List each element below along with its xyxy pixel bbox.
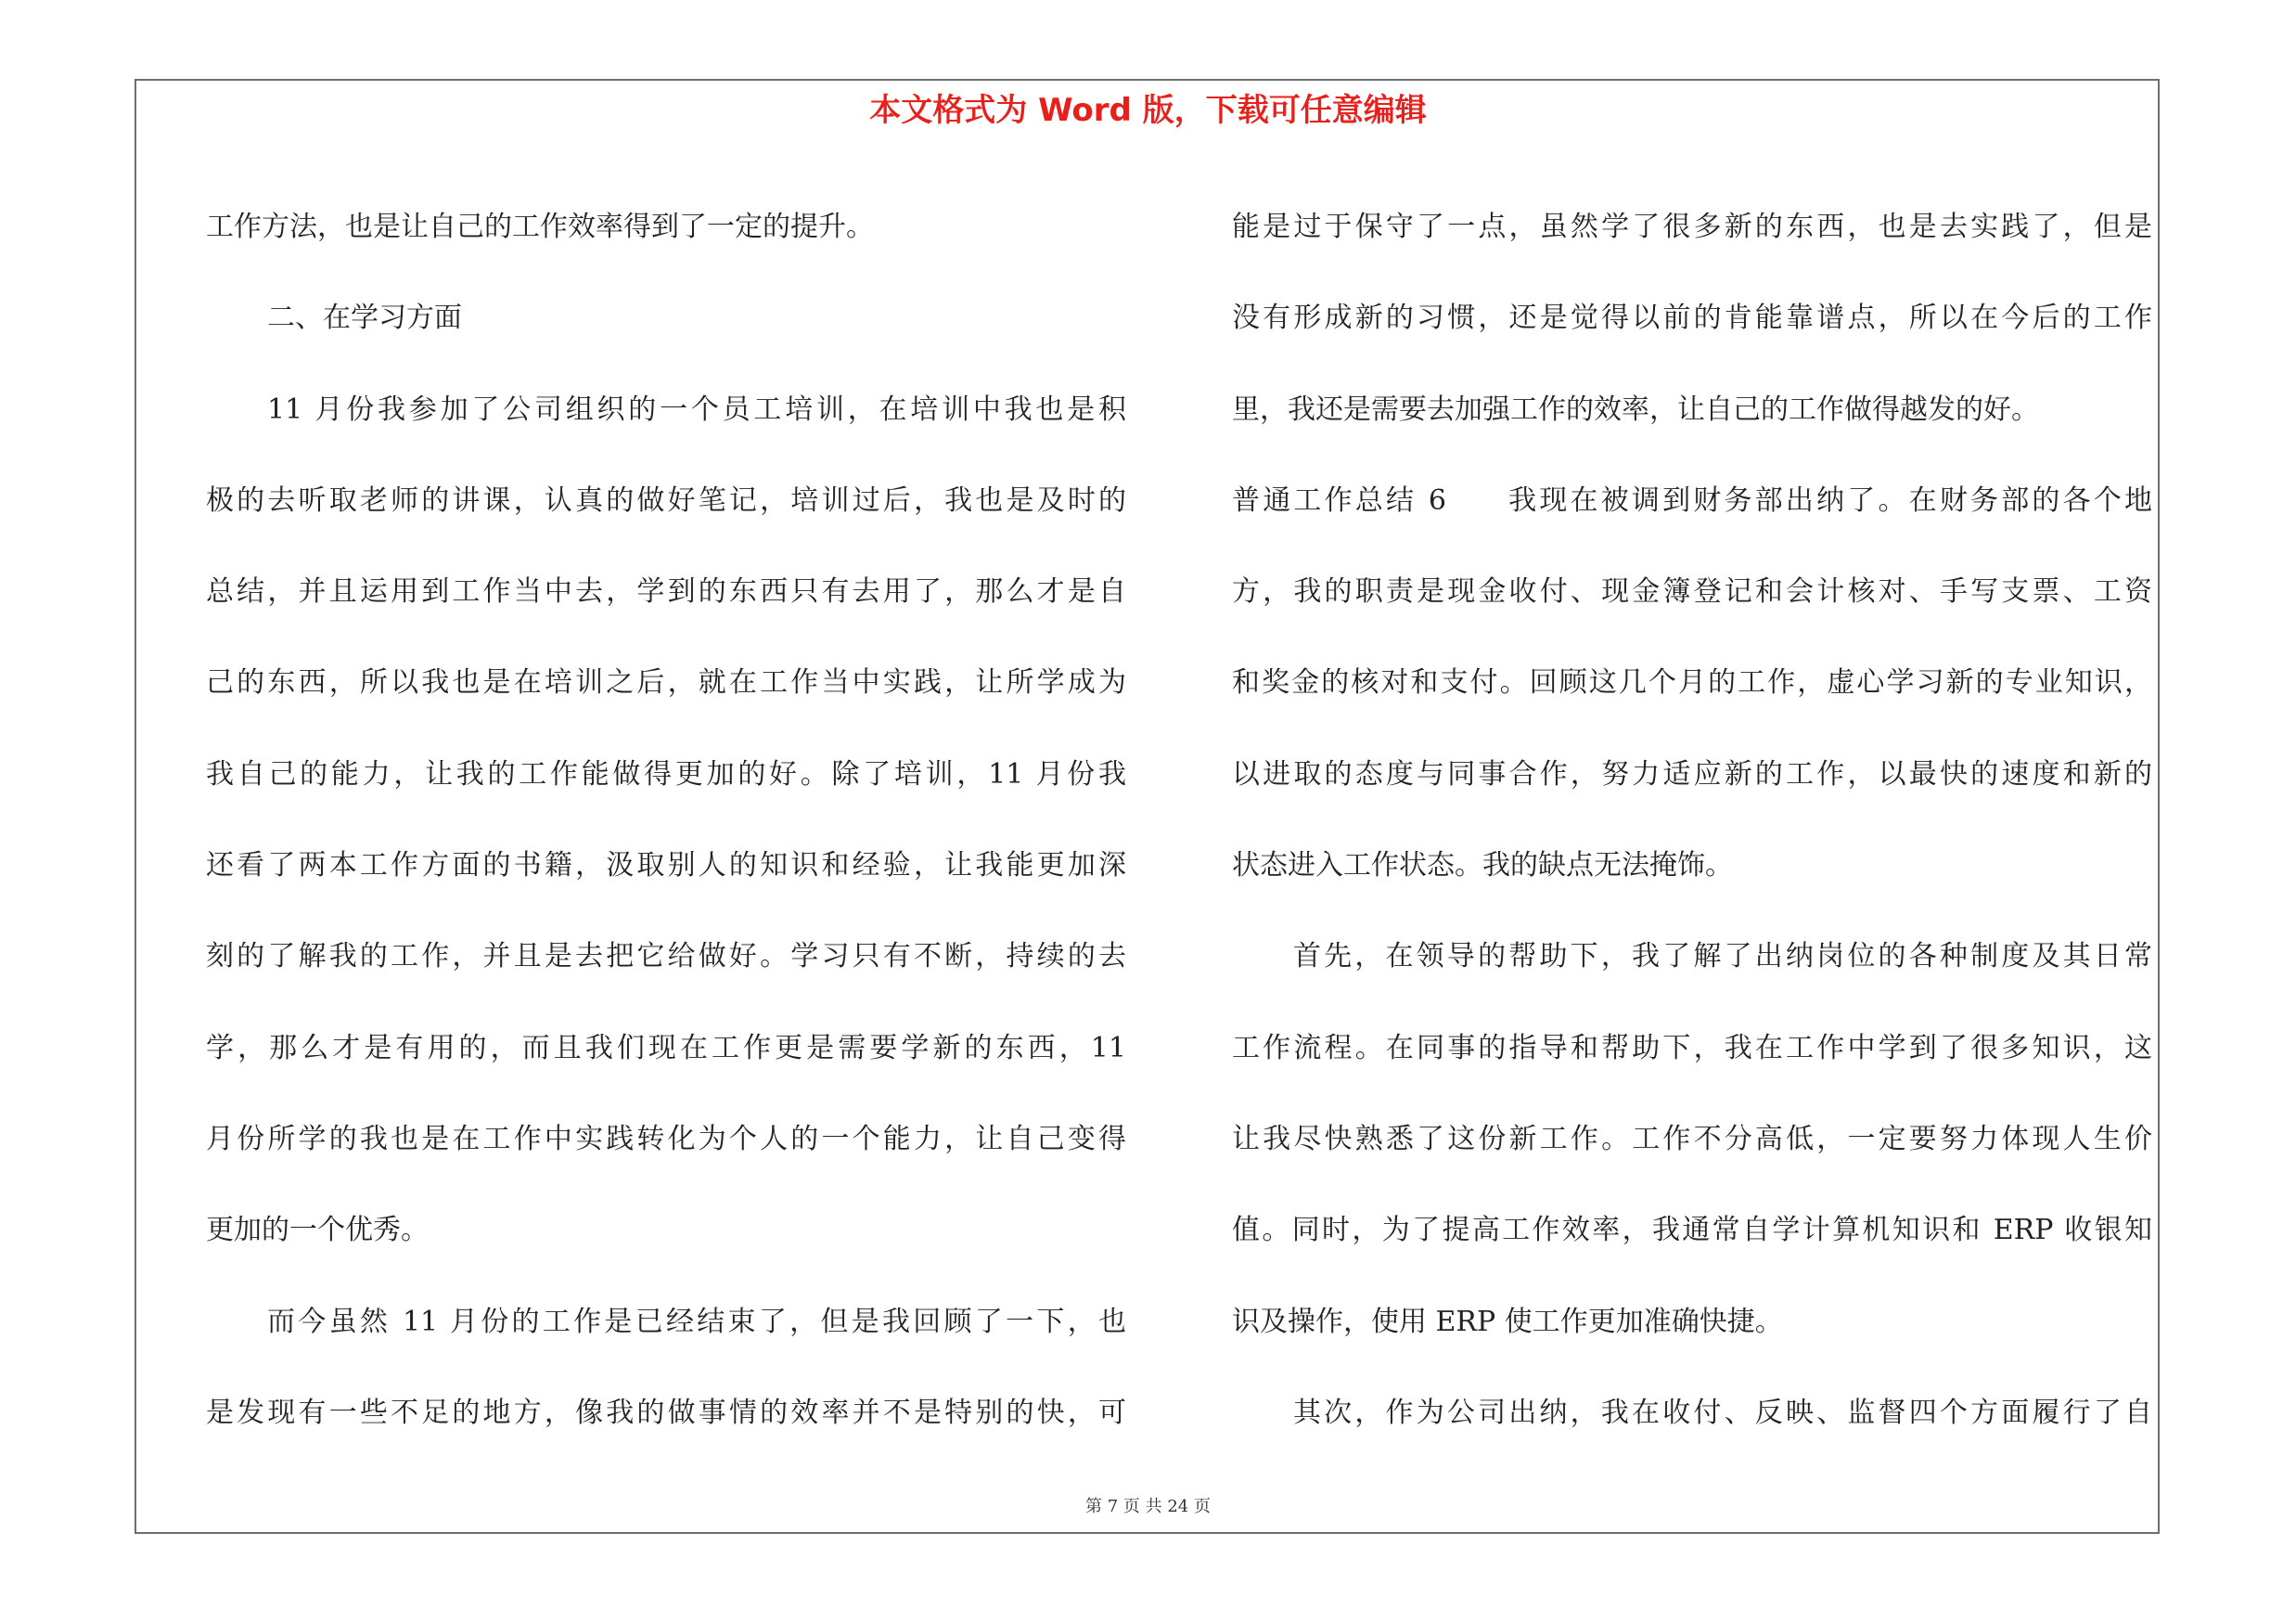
- right-text-column: [1232, 182, 2152, 1459]
- format-banner: [0, 90, 2296, 131]
- text-line: 方，我的职责是现金收付、现金簿登记和会计核对、手写支票、工资: [1232, 575, 2152, 609]
- text-line: 里，我还是需要去加强工作的效率，让自己的工作做得越发的好。: [1232, 393, 2039, 426]
- text-line: 状态进入工作状态。我的缺点无法掩饰。: [1232, 849, 1733, 882]
- text-line: 让我尽快熟悉了这份新工作。工作不分高低，一定要努力体现人生价: [1232, 1122, 2152, 1155]
- text-line: 而今虽然 11 月份的工作是已经结束了，但是我回顾了一下，也: [267, 1305, 1126, 1338]
- text-line: 11 月份我参加了公司组织的一个员工培训，在培训中我也是积: [267, 393, 1126, 426]
- section-heading-line: [1232, 456, 2152, 547]
- text-line: 以进取的态度与同事合作，努力适应新的工作，以最快的速度和新的: [1232, 757, 2152, 791]
- format-banner-text: 本文格式为 Word 版，下载可任意编辑: [869, 92, 1427, 129]
- text-line: 值。同时，为了提高工作效率，我通常自学计算机知识和 ERP 收银知: [1232, 1214, 2152, 1247]
- text-line: 是发现有一些不足的地方，像我的做事情的效率并不是特别的快，可: [206, 1396, 1126, 1429]
- text-line: 月份所学的我也是在工作中实践转化为个人的一个能力，让自己变得: [206, 1122, 1126, 1155]
- text-line: 没有形成新的习惯，还是觉得以前的肯能靠谱点，所以在今后的工作: [1232, 302, 2152, 335]
- text-line: 学，那么才是有用的，而且我们现在工作更是需要学新的东西，11: [206, 1031, 1126, 1064]
- text-line: 刻的了解我的工作，并且是去把它给做好。学习只有不断，持续的去: [206, 940, 1126, 973]
- text-line: 工作流程。在同事的指导和帮助下，我在工作中学到了很多知识，这: [1232, 1031, 2152, 1064]
- text-line: 总结，并且运用到工作当中去，学到的东西只有去用了，那么才是自: [206, 575, 1126, 609]
- text-line: 己的东西，所以我也是在培训之后，就在工作当中实践，让所学成为: [206, 666, 1126, 700]
- text-line: 能是过于保守了一点，虽然学了很多新的东西，也是去实践了，但是: [1232, 211, 2152, 243]
- text-line: 其次，作为公司出纳，我在收付、反映、监督四个方面履行了自: [1293, 1396, 2152, 1429]
- section-heading-rest: 我现在被调到财务部出纳了。在财务部的各个地: [1505, 483, 2152, 517]
- text-line: 还看了两本工作方面的书籍，汲取别人的知识和经验，让我能更加深: [206, 849, 1126, 882]
- text-line: 极的去听取老师的讲课，认真的做好笔记，培训过后，我也是及时的: [206, 483, 1126, 517]
- text-line: 工作方法，也是让自己的工作效率得到了一定的提升。: [206, 211, 874, 243]
- page-number: 第 7 页 共 24 页: [1085, 1497, 1211, 1516]
- text-line: 和奖金的核对和支付。回顾这几个月的工作，虚心学习新的专业知识，: [1232, 666, 2152, 700]
- text-line: 识及操作，使用 ERP 使工作更加准确快捷。: [1232, 1305, 1783, 1338]
- page-number-footer: [0, 1496, 2296, 1518]
- section-heading: 普通工作总结 6: [1232, 483, 1446, 517]
- left-text-column: [206, 182, 1126, 1459]
- text-line: 更加的一个优秀。: [206, 1214, 429, 1247]
- text-line: 首先，在领导的帮助下，我了解了出纳岗位的各种制度及其日常: [1293, 940, 2152, 973]
- text-line: 我自己的能力，让我的工作能做得更加的好。除了培训，11 月份我: [206, 757, 1126, 791]
- text-line: 二、在学习方面: [267, 302, 462, 335]
